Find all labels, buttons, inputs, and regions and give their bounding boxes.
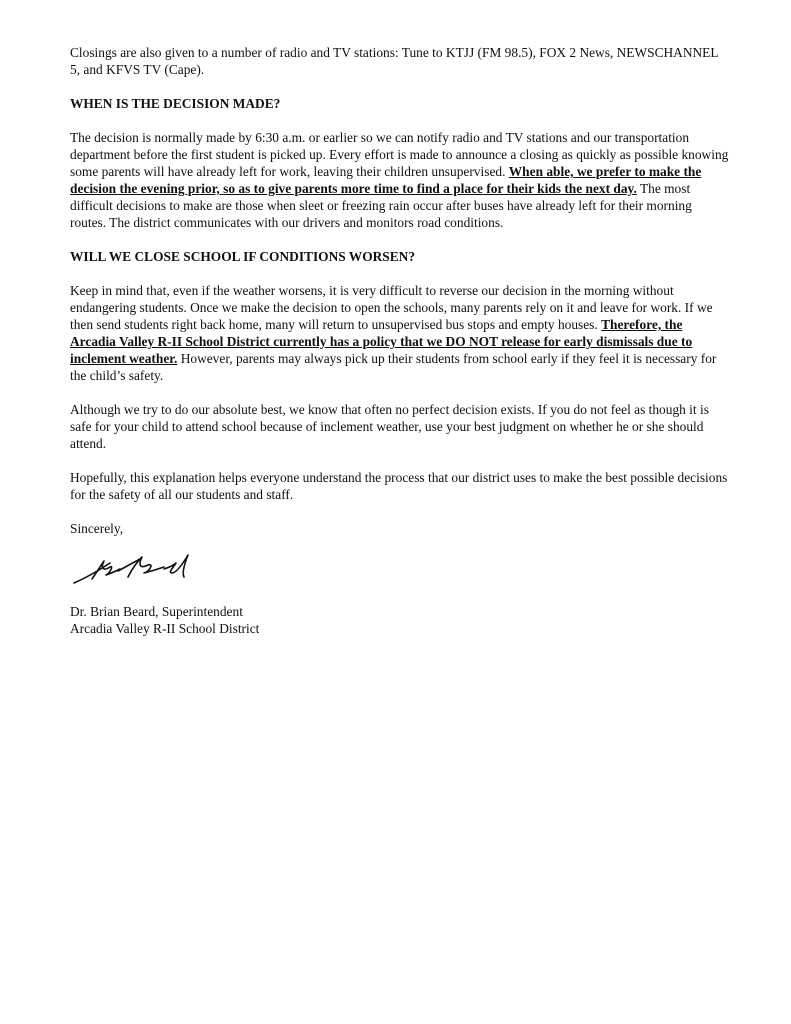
signer-organization: Arcadia Valley R-II School District <box>70 621 260 636</box>
decision-emphasis: When able, we prefer to make the decision the evening prior, so as to give parents more time to find a place for their kids the next day. <box>70 164 702 196</box>
worsen-text-before: Keep in mind that, even if the weather worsens, it is very difficult to reverse our decision in the morning without endangering students. Once we make the decision to open the schools, many parents rely on it and leave for work. If we then send students right back home, many will return to unsupervised bus stops and empty houses. <box>70 283 713 332</box>
section-heading-worsen: WILL WE CLOSE SCHOOL IF CONDITIONS WORSEN? <box>70 249 416 264</box>
best-effort-paragraph: Although we try to do our absolute best, we know that often no perfect decision exists. If you do not feel as though it is safe for your child to attend school because of inclement weather, use your best judgment on whether he or she should attend. <box>70 402 709 451</box>
signature-image <box>70 547 210 589</box>
sign-off: Sincerely, <box>70 521 124 536</box>
decision-text-after: The most difficult decisions to make are those when sleet or freezing rain occur after buses have already left for their morning routes. The district communicates with our drivers and monitors road conditions. <box>70 181 692 230</box>
worsen-emphasis: Therefore, the Arcadia Valley R-II School District currently has a policy that we DO NOT release for early dismissals due to inclement weather. <box>70 317 693 366</box>
decision-text-before: The decision is normally made by 6:30 a.m. or earlier so we can notify radio and TV stations and our transportation department before the first student is picked up. Every effort is made to announce a closing as quickly as possible knowing some parents will have already left for work, leaving their children unsupervised. <box>70 130 729 179</box>
closing-paragraph: Hopefully, this explanation helps everyone understand the process that our district uses to make the best possible decisions for the safety of all our students and staff. <box>70 470 728 502</box>
intro-paragraph: Closings are also given to a number of radio and TV stations: Tune to KTJJ (FM 98.5), FOX 2 News, NEWSCHANNEL 5, and KFVS TV (Cape). <box>70 45 719 77</box>
section-heading-decision: WHEN IS THE DECISION MADE? <box>70 96 281 111</box>
worsen-text-after: However, parents may always pick up their students from school early if they feel it is necessary for the child’s safety. <box>70 351 717 383</box>
decision-paragraph <box>70 129 730 231</box>
signer-name: Dr. Brian Beard, Superintendent <box>70 604 243 619</box>
letter-page <box>70 44 730 637</box>
worsen-paragraph <box>70 282 730 384</box>
